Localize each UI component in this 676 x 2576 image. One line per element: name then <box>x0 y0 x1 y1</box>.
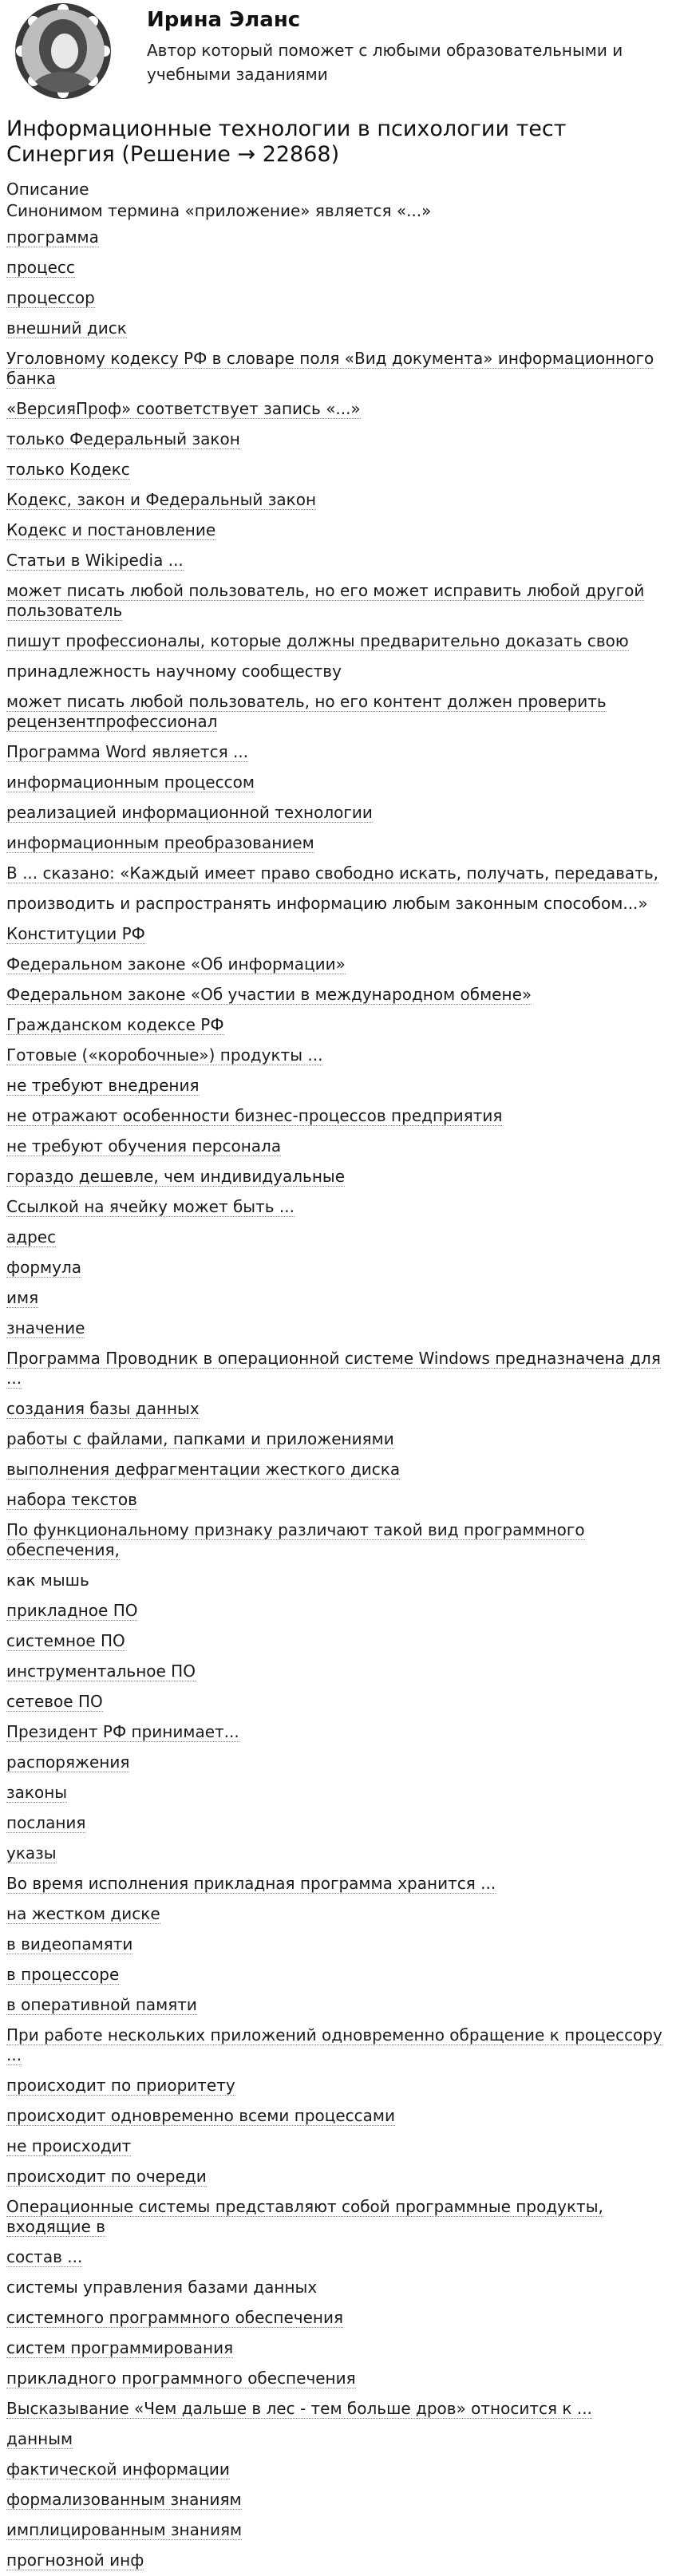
document-title: Информационные технологии в психологии тест Синергия (Решение → 22868) <box>6 117 567 167</box>
description-line: значение <box>6 1318 85 1337</box>
description-line: только Кодекс <box>6 460 130 479</box>
description-line: происходит по приоритету <box>6 2076 235 2095</box>
description-line: адрес <box>6 1227 57 1247</box>
description-line: только Федеральный закон <box>6 429 240 448</box>
description-line: может писать любой пользователь, но его контент должен проверить рецензентпрофессионал <box>6 692 607 731</box>
description-line: процессор <box>6 288 95 307</box>
description-line: пишут профессионалы, которые должны предварительно доказать свою <box>6 631 629 650</box>
description-line: Программа Word является ... <box>6 742 249 761</box>
description-line: инструментальное ПО <box>6 1661 196 1681</box>
description-line: может писать любой пользователь, но его может исправить любой другой пользователь <box>6 581 645 620</box>
description-lines <box>6 200 669 2576</box>
description-line: на жестком диске <box>6 1904 160 1923</box>
description-line: формула <box>6 1258 81 1277</box>
description-line: Готовые («коробочные») продукты ... <box>6 1045 323 1065</box>
description-line: имя <box>6 1288 39 1307</box>
description-line: процесс <box>6 258 75 277</box>
description-line: данным <box>6 2429 73 2448</box>
description-line: системы управления базами данных <box>6 2278 318 2297</box>
description-line: в процессоре <box>6 1965 120 1984</box>
author-name[interactable]: Ирина Эланс <box>147 8 301 32</box>
description-line: В ... сказано: «Каждый имеет право свободно искать, получать, передавать, <box>6 863 658 883</box>
description-line: Во время исполнения прикладная программа хранится ... <box>6 1874 496 1893</box>
description-line: в оперативной памяти <box>6 1995 197 2014</box>
description-line: Высказывание «Чем дальше в лес - тем больше дров» относится к ... <box>6 2399 592 2418</box>
description-line: фактической информации <box>6 2459 230 2479</box>
description-line: Уголовному кодексу РФ в словаре поля «Вид документа» информационного банка <box>6 349 654 388</box>
description-line: Федеральном законе «Об информации» <box>6 954 346 974</box>
description-line: гораздо дешевле, чем индивидуальные <box>6 1167 345 1186</box>
description-label: Описание <box>6 180 89 199</box>
description-line: создания базы данных <box>6 1399 200 1418</box>
author-avatar[interactable] <box>6 2 120 101</box>
description-line: системное ПО <box>6 1631 125 1650</box>
description-line: распоряжения <box>6 1752 130 1772</box>
description-line: программа <box>6 227 99 247</box>
description-line: Гражданском кодексе РФ <box>6 1015 224 1034</box>
description-line: Программа Проводник в операционной системе Windows предназначена для ... <box>6 1349 661 1388</box>
author-header <box>0 0 676 112</box>
description-line: По функциональному признаку различают такой вид программного обеспечения, <box>6 1520 585 1559</box>
description-line: как мышь <box>6 1570 89 1590</box>
description-line: не требуют обучения персонала <box>6 1136 282 1156</box>
description-line: Синонимом термина «приложение» является «...» <box>6 201 432 220</box>
description-line: набора текстов <box>6 1490 137 1509</box>
description-line: указы <box>6 1843 57 1863</box>
description-line: Президент РФ принимает... <box>6 1722 239 1741</box>
description-line: Статьи в Wikipedia ... <box>6 551 184 570</box>
description-line: При работе нескольких приложений одновременно обращение к процессору ... <box>6 2025 662 2064</box>
description-line: реализацией информационной технологии <box>6 803 373 822</box>
description-line: Конституции РФ <box>6 924 145 943</box>
description-line: Федеральном законе «Об участии в международном обмене» <box>6 985 532 1004</box>
description-line: Операционные системы представляют собой программные продукты, входящие в <box>6 2197 603 2236</box>
description-line: производить и распространять информацию любым законным способом...» <box>6 894 648 913</box>
description-line: внешний диск <box>6 318 127 338</box>
description-line: не отражают особенности бизнес-процессов предприятия <box>6 1106 503 1125</box>
description-line: «ВерсияПроф» соответствует запись «...» <box>6 399 361 418</box>
description-line: в видеопамяти <box>6 1934 133 1954</box>
description-line: состав ... <box>6 2247 83 2266</box>
description-line: происходит по очереди <box>6 2167 207 2186</box>
description-line: работы с файлами, папками и приложениями <box>6 1429 394 1448</box>
description-line: Кодекс и постановление <box>6 520 216 539</box>
description-line: принадлежность научному сообществу <box>6 662 342 681</box>
description-line: выполнения дефрагментации жесткого диска <box>6 1460 401 1479</box>
description-line: сетевое ПО <box>6 1692 103 1711</box>
description-line: прикладное ПО <box>6 1601 138 1620</box>
description-line: информационным преобразованием <box>6 833 314 852</box>
description-line: послания <box>6 1813 86 1832</box>
description-line: систем программирования <box>6 2338 234 2357</box>
description-line: не происходит <box>6 2136 132 2155</box>
description-line: формализованным знаниям <box>6 2490 242 2509</box>
description-line: прикладного программного обеспечения <box>6 2369 356 2388</box>
description-line: не требуют внедрения <box>6 1076 200 1095</box>
description-line: Ссылкой на ячейку может быть ... <box>6 1197 295 1216</box>
description-line: законы <box>6 1783 68 1802</box>
description-line: происходит одновременно всеми процессами <box>6 2106 396 2125</box>
description-line: Кодекс, закон и Федеральный закон <box>6 490 317 509</box>
description-line: информационным процессом <box>6 772 255 792</box>
description-line: имплицированным знаниям <box>6 2520 243 2539</box>
author-description: Автор который поможет с любыми образовательными и учебными заданиями <box>147 41 623 84</box>
description-line: системного программного обеспечения <box>6 2308 343 2327</box>
description-line: прогнозной инф <box>6 2550 144 2570</box>
